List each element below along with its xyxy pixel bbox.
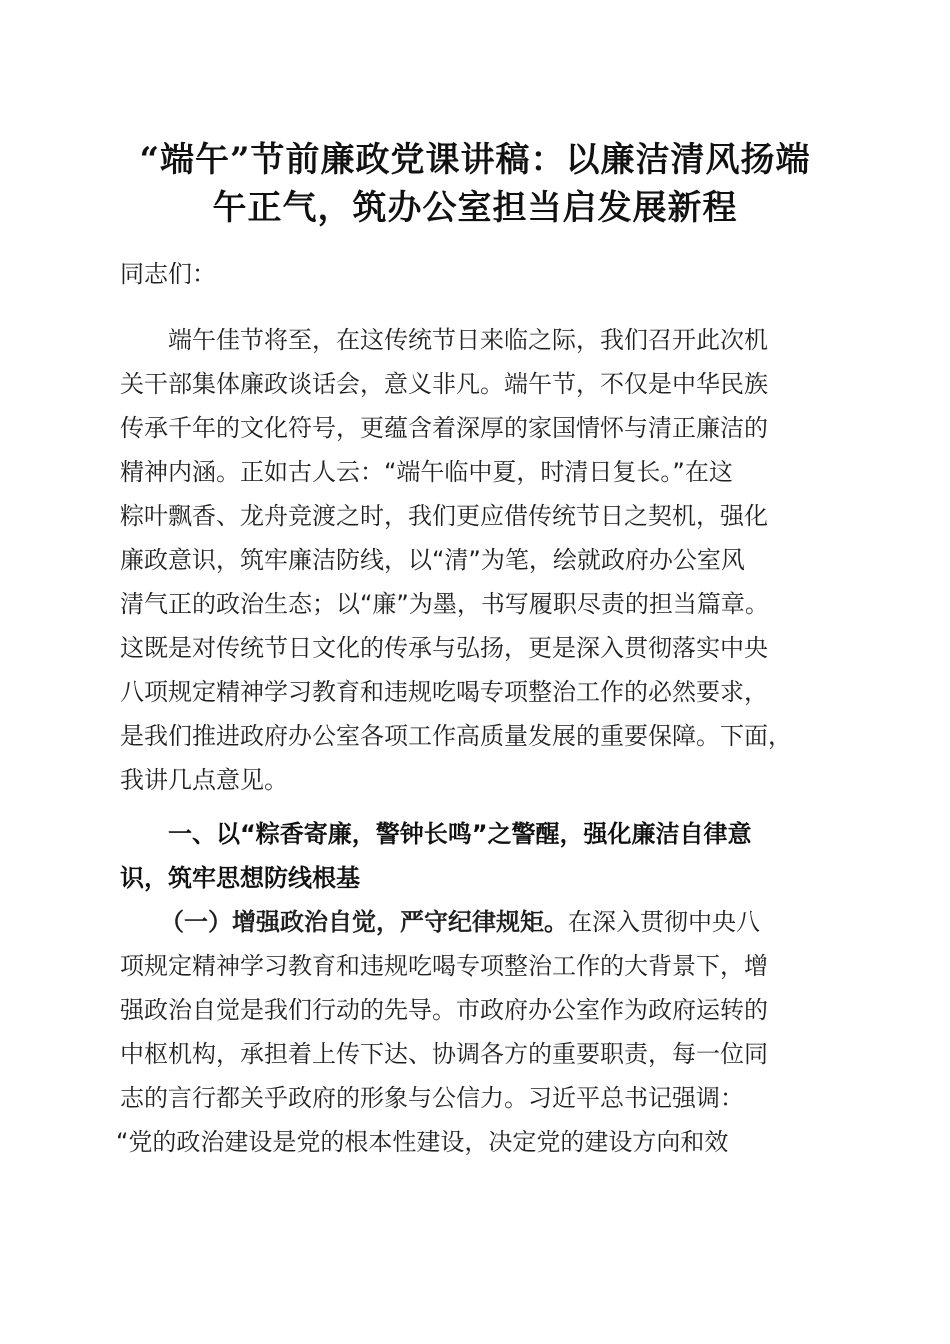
salutation: 同志们：	[120, 260, 216, 288]
paragraph-1-line: 是我们推进政府办公室各项工作高质量发展的重要保障。下面，	[120, 722, 792, 750]
document-title-line-2: 午正气，筑办公室担当启发展新程	[212, 188, 738, 228]
paragraph-2-line: 项规定精神学习教育和违规吃喝专项整治工作的大背景下，增	[120, 952, 768, 980]
section-heading-1-line: 识，筑牢思想防线根基	[120, 864, 360, 892]
paragraph-1-line: 清气正的政治生态；以“廉”为墨，书写履职尽责的担当篇章。	[120, 590, 769, 618]
subsection-1-first-line	[160, 900, 880, 944]
paragraph-2-line: 中枢机构，承担着上传下达、协调各方的重要职责，每一位同	[120, 1040, 768, 1068]
paragraph-1-line: 廉政意识，筑牢廉洁防线，以“清”为笔，绘就政府办公室风	[120, 546, 745, 574]
paragraph-2-line: 志的言行都关乎政府的形象与公信力。习近平总书记强调：	[120, 1084, 744, 1112]
paragraph-1-line: 端午佳节将至，在这传统节日来临之际，我们召开此次机	[168, 326, 768, 354]
paragraph-1-line: 传承千年的文化符号，更蕴含着深厚的家国情怀与清正廉洁的	[120, 414, 768, 442]
paragraph-1-line: 粽叶飘香、龙舟竞渡之时，我们更应借传统节日之契机，强化	[120, 502, 768, 530]
paragraph-2-line: 强政治自觉是我们行动的先导。市政府办公室作为政府运转的	[120, 996, 768, 1024]
subsection-1-text: 在深入贯彻中央八	[568, 908, 760, 936]
paragraph-1-line: 我讲几点意见。	[120, 766, 288, 794]
document-title-line-1: “端午”节前廉政党课讲稿：以廉洁清风扬端	[139, 140, 811, 180]
paragraph-2-line: “党的政治建设是党的根本性建设，决定党的建设方向和效	[116, 1128, 729, 1156]
paragraph-1-line: 这既是对传统节日文化的传承与弘扬，更是深入贯彻落实中央	[120, 634, 768, 662]
subsection-1-label: （一）增强政治自觉，严守纪律规矩。	[160, 908, 568, 936]
paragraph-1-line: 精神内涵。正如古人云：“端午临中夏，时清日复长。”在这	[120, 458, 733, 486]
paragraph-1-line: 关干部集体廉政谈话会，意义非凡。端午节，不仅是中华民族	[120, 370, 768, 398]
section-heading-1-line: 一、以“粽香寄廉，警钟长鸣”之警醒，强化廉洁自律意	[168, 820, 752, 848]
paragraph-1-line: 八项规定精神学习教育和违规吃喝专项整治工作的必然要求，	[120, 678, 768, 706]
